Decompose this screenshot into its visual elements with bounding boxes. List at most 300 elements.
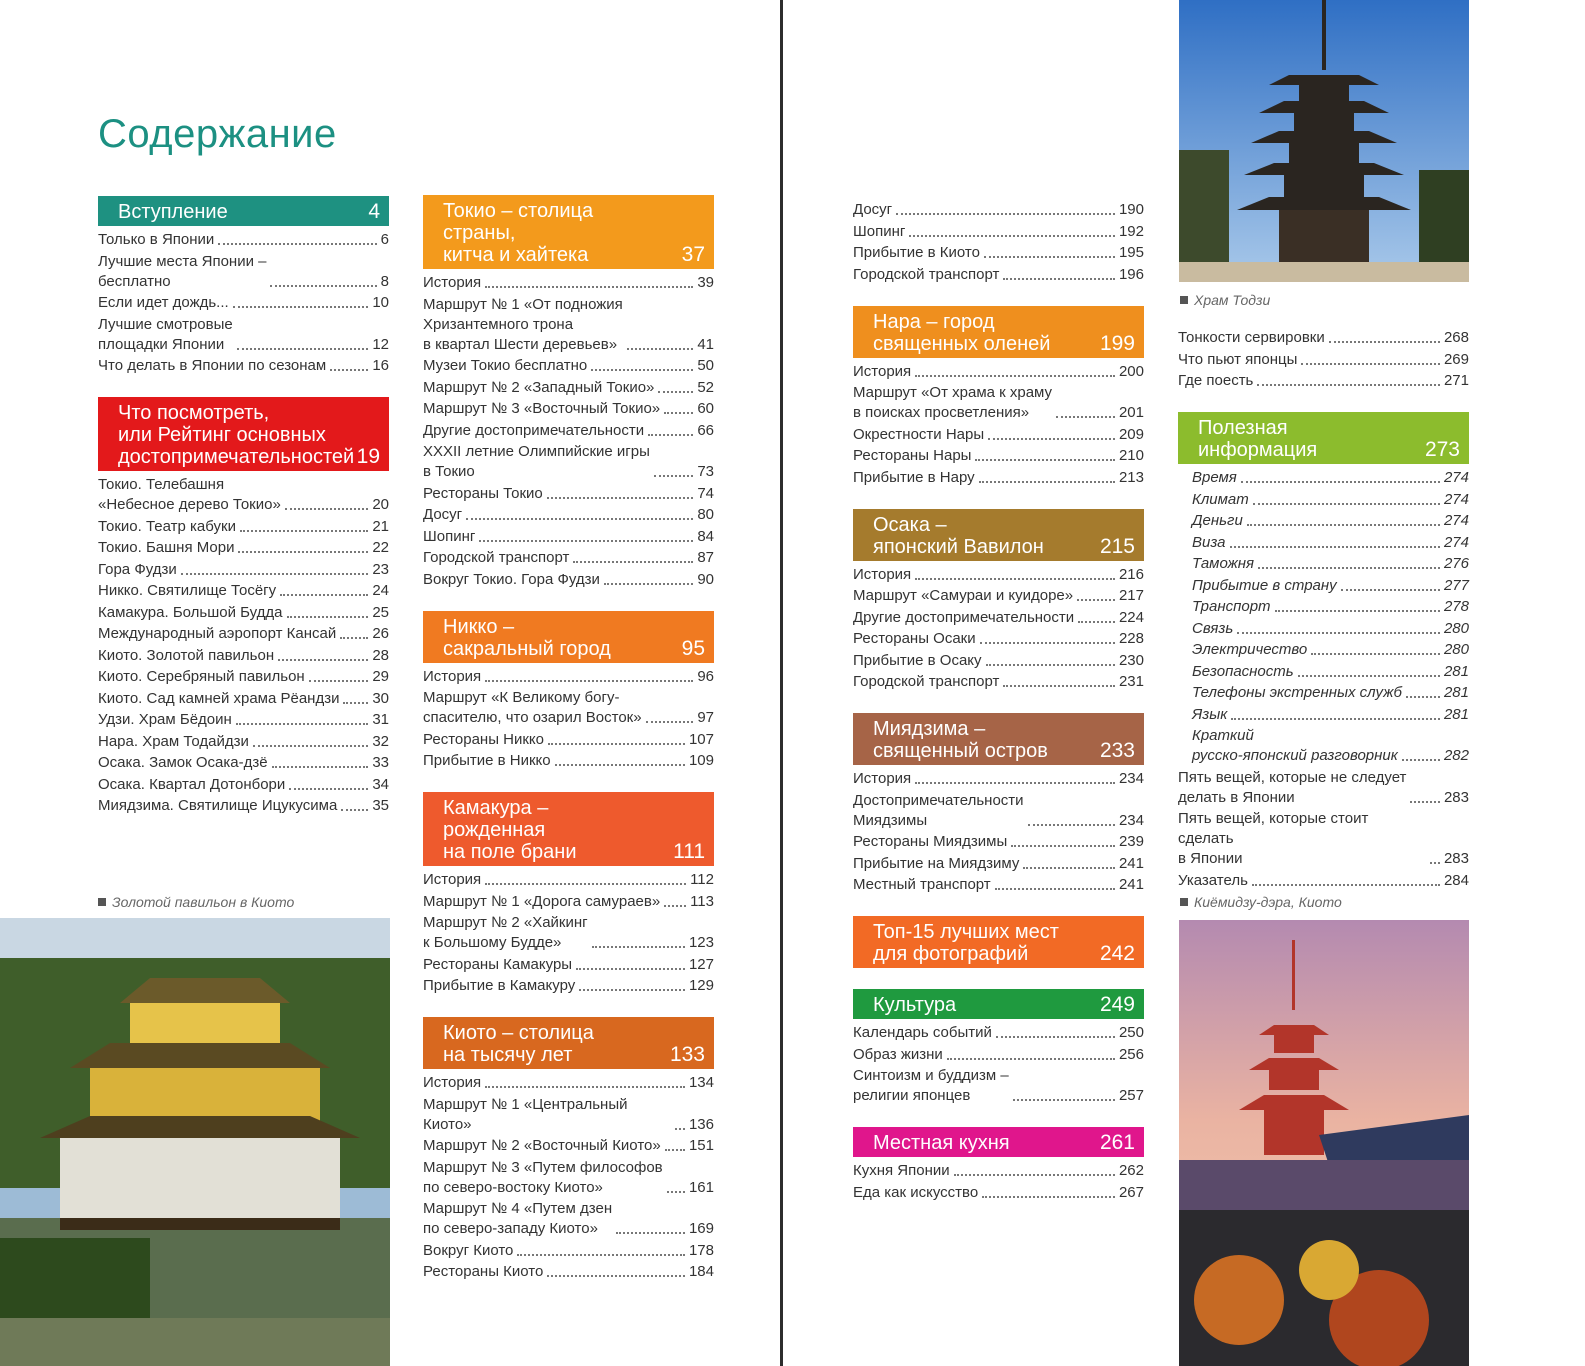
toc-entry[interactable] <box>1178 328 1469 348</box>
toc-entry-title: Рестораны Токио <box>423 484 543 502</box>
toc-entry-page: 73 <box>697 463 714 480</box>
toc-entry-page: 112 <box>690 871 714 888</box>
toc-entry-page: 34 <box>372 775 389 793</box>
toc-entry-title: Прибытие в Осаку <box>853 651 982 669</box>
dot-leader <box>975 459 1115 461</box>
toc-entry-title: Городской транспорт <box>423 549 570 566</box>
toc-section <box>853 306 1144 488</box>
toc-entry[interactable] <box>423 730 714 750</box>
toc-entry[interactable] <box>98 538 389 558</box>
dot-leader <box>343 702 368 704</box>
dot-leader <box>1252 884 1440 886</box>
toc-entry-page: 6 <box>380 231 389 248</box>
section-header[interactable] <box>853 509 1144 561</box>
toc-entry-title: Язык <box>1192 705 1228 723</box>
toc-entry[interactable] <box>98 315 389 355</box>
toc-entry-title: Образ жизни <box>853 1045 943 1063</box>
toc-entry-page: 29 <box>372 668 389 685</box>
toc-entry-page: 31 <box>372 711 389 728</box>
toc-entry-title: Камакура. Большой Будда <box>98 603 283 621</box>
toc-entry[interactable] <box>98 667 389 687</box>
toc-entry[interactable] <box>1178 683 1469 703</box>
section-title: Никко – сакральный город <box>443 615 611 660</box>
toc-entry[interactable] <box>423 295 714 355</box>
toc-entry-page: 25 <box>372 603 389 621</box>
dot-leader <box>591 369 693 371</box>
toc-entry[interactable] <box>1178 871 1469 891</box>
toc-entry[interactable] <box>1178 726 1469 766</box>
toc-entry-title: Климат <box>1192 490 1249 508</box>
toc-entry[interactable] <box>98 753 389 773</box>
toc-entry[interactable] <box>1178 640 1469 660</box>
dot-leader <box>909 235 1115 237</box>
toc-entry-page: 241 <box>1118 876 1144 893</box>
section-header[interactable] <box>853 306 1144 358</box>
toc-entry[interactable] <box>423 1241 714 1261</box>
toc-section <box>423 195 714 590</box>
section-title: Полезная информация <box>1198 417 1318 461</box>
section-header[interactable] <box>853 989 1144 1019</box>
toc-entry[interactable] <box>423 548 714 568</box>
toc-entry[interactable] <box>853 243 1144 263</box>
dot-leader <box>915 375 1115 377</box>
dot-leader <box>218 243 376 245</box>
toc-entry[interactable] <box>853 1045 1144 1065</box>
toc-entry[interactable] <box>853 222 1144 242</box>
toc-entry[interactable] <box>1178 490 1469 510</box>
toc-entry[interactable] <box>853 425 1144 445</box>
toc-entry[interactable] <box>853 565 1144 585</box>
dot-leader <box>547 497 694 499</box>
dot-leader <box>285 508 369 510</box>
toc-entry-page: 271 <box>1443 372 1469 389</box>
dot-leader <box>664 412 693 414</box>
dot-leader <box>627 348 694 350</box>
toc-entry[interactable] <box>98 624 389 644</box>
section-page-number: 199 <box>1099 331 1135 355</box>
toc-entry-page: 134 <box>688 1074 714 1091</box>
toc-entry-title: Если идет дождь... <box>98 294 229 311</box>
dot-leader <box>517 1254 685 1256</box>
toc-entry-page: 8 <box>380 272 389 290</box>
toc-entry-title: Маршрут № 2 «Западный Токио» <box>423 378 655 396</box>
dot-leader <box>555 764 685 766</box>
toc-entry-title: Осака. Замок Осака-дзё <box>98 754 268 771</box>
section-header[interactable] <box>98 397 389 471</box>
toc-entry-page: 274 <box>1443 469 1469 486</box>
toc-entry-page: 234 <box>1118 770 1144 787</box>
dot-leader <box>280 594 368 596</box>
dot-leader <box>238 551 368 553</box>
toc-entry[interactable] <box>423 667 714 687</box>
toc-entry[interactable] <box>853 1183 1144 1203</box>
toc-entry-title: Городской транспорт <box>853 673 1000 690</box>
toc-section <box>853 509 1144 693</box>
dot-leader <box>1275 610 1440 612</box>
toc-entry[interactable] <box>423 527 714 547</box>
toc-entry-title: Нара. Храм Тодайдзи <box>98 732 249 750</box>
dot-leader <box>664 905 686 907</box>
toc-entry[interactable] <box>98 230 389 250</box>
toc-entry[interactable] <box>853 672 1144 692</box>
toc-entry-title: Маршрут № 4 «Путем дзен по северо-западу Киото» <box>423 1200 613 1237</box>
toc-entry-page: 192 <box>1118 222 1144 240</box>
section-header[interactable] <box>853 1127 1144 1157</box>
toc-entry[interactable] <box>853 608 1144 628</box>
toc-entry-title: Тонкости сервировки <box>1178 329 1325 346</box>
section-header[interactable] <box>853 713 1144 765</box>
toc-entry[interactable] <box>98 293 389 313</box>
toc-entry[interactable] <box>423 913 714 953</box>
toc-entry-page: 281 <box>1443 684 1469 701</box>
toc-entry-title: Окрестности Нары <box>853 425 985 443</box>
toc-entry[interactable] <box>98 252 389 292</box>
toc-entry-page: 256 <box>1118 1045 1144 1063</box>
dot-leader <box>485 680 693 682</box>
section-title: Топ-15 лучших мест для фотографий <box>873 921 1059 965</box>
toc-entry-page: 228 <box>1118 630 1144 647</box>
section-page-number: 37 <box>681 243 705 266</box>
toc-entry-page: 184 <box>688 1263 714 1280</box>
toc-entry-page: 107 <box>688 730 714 748</box>
dot-leader <box>479 540 693 542</box>
toc-section <box>853 713 1144 895</box>
toc-entry[interactable] <box>1178 511 1469 531</box>
toc-entry[interactable] <box>423 870 714 890</box>
toc-entry[interactable] <box>98 603 389 623</box>
toc-entry[interactable] <box>423 399 714 419</box>
toc-entry-title: Городской транспорт <box>853 265 1000 283</box>
dot-leader <box>604 583 693 585</box>
toc-entry[interactable] <box>423 505 714 525</box>
section-page-number: 133 <box>669 1043 705 1066</box>
toc-entry[interactable] <box>1178 350 1469 370</box>
dot-leader <box>485 286 693 288</box>
toc-column-4 <box>1178 328 1469 912</box>
toc-entry[interactable] <box>98 689 389 709</box>
toc-entry-page: 257 <box>1118 1087 1144 1104</box>
toc-entry-page: 113 <box>690 892 714 910</box>
dot-leader <box>181 573 369 575</box>
toc-entry-title: История <box>423 274 482 291</box>
dot-leader <box>1341 589 1440 591</box>
toc-entry-page: 274 <box>1443 533 1469 551</box>
dot-leader <box>340 637 368 639</box>
dot-leader <box>915 782 1115 784</box>
toc-entry-title: Маршрут «От храма к храму в поисках просветления» <box>853 384 1053 421</box>
toc-entry[interactable] <box>98 710 389 730</box>
toc-entry-title: Деньги <box>1192 512 1243 529</box>
toc-entry-title: Маршрут № 1 «Центральный Киото» <box>423 1095 628 1133</box>
toc-entry-title: История <box>423 1074 482 1091</box>
dot-leader <box>982 1196 1115 1198</box>
toc-entry[interactable] <box>1178 554 1469 574</box>
toc-entry-title: Таможня <box>1192 555 1255 572</box>
toc-entry[interactable] <box>853 769 1144 789</box>
toc-entry-page: 60 <box>697 400 714 417</box>
toc-entry[interactable] <box>98 732 389 752</box>
toc-entry-page: 33 <box>372 754 389 771</box>
toc-entry-title: Прибытие в страну <box>1192 576 1337 594</box>
toc-entry[interactable] <box>423 1073 714 1093</box>
dot-leader <box>1257 384 1440 386</box>
toc-entry-page: 129 <box>688 977 714 994</box>
toc-entry-title: Время <box>1192 469 1237 486</box>
toc-entry-title: Токио. Башня Мори <box>98 539 235 556</box>
toc-entry-page: 217 <box>1118 587 1144 604</box>
toc-entry-page: 32 <box>372 732 389 750</box>
toc-entry-page: 123 <box>688 934 714 951</box>
toc-entry-title: Виза <box>1192 533 1226 551</box>
dot-leader <box>667 1191 685 1193</box>
toc-entry-title: Вокруг Киото <box>423 1241 514 1259</box>
toc-entry[interactable] <box>853 854 1144 874</box>
dot-leader <box>1406 696 1440 698</box>
toc-entry[interactable] <box>1178 768 1469 808</box>
toc-entry-page: 196 <box>1118 265 1144 283</box>
toc-entry-page: 201 <box>1118 404 1144 421</box>
toc-entry[interactable] <box>423 955 714 975</box>
section-page-number: 215 <box>1099 534 1135 558</box>
toc-entry-title: Телефоны экстренных служб <box>1192 684 1402 701</box>
toc-entry[interactable] <box>98 517 389 537</box>
dot-leader <box>240 530 368 532</box>
toc-entry-title: Прибытие в Киото <box>853 244 980 261</box>
dot-leader <box>675 1128 685 1130</box>
toc-entry[interactable] <box>423 273 714 293</box>
dot-leader <box>272 766 369 768</box>
toc-entry-page: 23 <box>372 560 389 578</box>
section-title: Токио – столица страны, китча и хайтека <box>443 200 594 266</box>
toc-entry-title: Пять вещей, которые стоит сделать в Японии <box>1178 810 1369 867</box>
toc-entry-title: История <box>853 565 912 583</box>
toc-entry[interactable] <box>423 484 714 504</box>
section-title: Вступление <box>118 201 228 223</box>
toc-entry-page: 80 <box>697 506 714 523</box>
section-header[interactable] <box>1178 412 1469 464</box>
toc-entry[interactable] <box>98 581 389 601</box>
toc-entry[interactable] <box>423 1199 714 1239</box>
toc-entry-page: 74 <box>697 484 714 502</box>
toc-entry-title: Синтоизм и буддизм – религии японцев <box>853 1067 1009 1104</box>
dot-leader <box>237 348 369 350</box>
dot-leader <box>592 946 685 948</box>
toc-entry[interactable] <box>853 1066 1144 1106</box>
toc-entry[interactable] <box>98 646 389 666</box>
toc-entry[interactable] <box>1178 705 1469 725</box>
toc-entry-page: 210 <box>1118 447 1144 464</box>
toc-entry-page: 26 <box>372 625 389 642</box>
toc-entry-page: 200 <box>1118 362 1144 380</box>
toc-entry[interactable] <box>853 1023 1144 1043</box>
toc-entry[interactable] <box>1178 576 1469 596</box>
toc-entry-title: Удзи. Храм Бёдоин <box>98 711 232 728</box>
toc-entry[interactable] <box>423 688 714 728</box>
section-title: Культура <box>873 994 957 1016</box>
toc-entry[interactable] <box>98 560 389 580</box>
toc-entry[interactable] <box>1178 371 1469 391</box>
toc-entry-page: 90 <box>697 570 714 588</box>
toc-entry[interactable] <box>98 796 389 816</box>
toc-entry-title: Маршрут № 2 «Восточный Киото» <box>423 1137 661 1154</box>
toc-entry-page: 213 <box>1118 468 1144 486</box>
toc-entry[interactable] <box>853 651 1144 671</box>
toc-entry[interactable] <box>423 421 714 441</box>
toc-entry-page: 161 <box>688 1178 714 1196</box>
toji-pagoda-photo <box>1179 0 1469 282</box>
toc-entry[interactable] <box>98 475 389 515</box>
toc-entry-title: Киото. Золотой павильон <box>98 646 275 664</box>
toc-entry[interactable] <box>423 1095 714 1135</box>
toc-entry-page: 35 <box>372 797 389 814</box>
section-header[interactable] <box>423 195 714 269</box>
toc-entry[interactable] <box>853 265 1144 285</box>
toc-entry-title: Связь <box>1192 619 1234 637</box>
toc-entry-title: Лучшие места Японии – бесплатно <box>98 252 267 290</box>
toc-entry-title: Транспорт <box>1192 598 1271 615</box>
section-header[interactable] <box>423 611 714 663</box>
toc-section <box>853 1127 1144 1203</box>
dot-leader <box>548 743 685 745</box>
section-header[interactable] <box>423 792 714 866</box>
toc-entry-page: 267 <box>1118 1183 1144 1201</box>
toc-entry-page: 209 <box>1118 425 1144 443</box>
toc-entry-page: 283 <box>1443 850 1469 867</box>
toc-entry-page: 231 <box>1118 673 1144 690</box>
toc-entry-page: 151 <box>688 1137 714 1154</box>
toc-entry[interactable] <box>423 751 714 771</box>
toc-entry-title: Токио. Телебашня «Небесное дерево Токио» <box>98 476 281 513</box>
toc-entry[interactable] <box>423 976 714 996</box>
toc-entry-page: 190 <box>1118 201 1144 218</box>
toc-entry[interactable] <box>423 1158 714 1198</box>
toc-entry[interactable] <box>853 362 1144 382</box>
toc-entry[interactable] <box>853 629 1144 649</box>
toc-entry[interactable] <box>423 1262 714 1282</box>
toc-entry-page: 234 <box>1118 811 1144 829</box>
toc-entry-page: 84 <box>697 527 714 545</box>
toc-entry-page: 280 <box>1443 619 1469 637</box>
toc-entry-title: Миядзима. Святилище Ицукусима <box>98 797 338 814</box>
toc-entry-title: Киото. Серебряный павильон <box>98 668 305 685</box>
section-header[interactable] <box>853 916 1144 968</box>
toc-entry-page: 281 <box>1443 662 1469 680</box>
dot-leader <box>915 578 1115 580</box>
toc-entry-title: Только в Японии <box>98 231 215 248</box>
toc-entry-page: 109 <box>688 752 714 769</box>
dot-leader <box>576 968 685 970</box>
toc-entry[interactable] <box>1178 597 1469 617</box>
section-header[interactable] <box>423 1017 714 1069</box>
toc-entry-title: История <box>423 871 482 888</box>
dot-leader <box>988 438 1115 440</box>
toc-entry-title: Музеи Токио бесплатно <box>423 357 588 374</box>
section-page-number: 233 <box>1099 739 1135 762</box>
toc-entry-title: Международный аэропорт Кансай <box>98 625 337 642</box>
dot-leader <box>579 989 685 991</box>
toc-entry-title: Маршрут «Самураи и куидоре» <box>853 587 1074 604</box>
toc-entry-title: Рестораны Осаки <box>853 630 976 647</box>
toc-entry-page: 169 <box>688 1220 714 1237</box>
section-page-number: 19 <box>356 445 380 468</box>
toc-entry-page: 280 <box>1443 641 1469 658</box>
toc-entry[interactable] <box>423 1136 714 1156</box>
toc-entry[interactable] <box>423 570 714 590</box>
toc-entry-title: XXXII летние Олимпийские игры в Токио <box>423 443 650 480</box>
toc-entry-title: Рестораны Никко <box>423 730 544 748</box>
toc-section <box>853 989 1144 1106</box>
dot-leader <box>995 888 1115 890</box>
toc-entry-title: Прибытие в Никко <box>423 752 551 769</box>
toc-entry[interactable] <box>1178 662 1469 682</box>
section-title: Нара – город священных оленей <box>873 310 1051 355</box>
toc-entry[interactable] <box>1178 468 1469 488</box>
toc-entry[interactable] <box>853 832 1144 852</box>
dot-leader <box>654 475 693 477</box>
toc-entry[interactable] <box>423 356 714 376</box>
toc-entry-page: 239 <box>1118 833 1144 850</box>
dot-leader <box>1230 546 1440 548</box>
toc-entry[interactable] <box>853 468 1144 488</box>
toc-entry-title: История <box>423 667 482 685</box>
toc-entry[interactable] <box>1178 533 1469 553</box>
dot-leader <box>233 306 369 308</box>
section-title: Камакура – рожденная на поле брани <box>443 797 577 863</box>
toc-entry[interactable] <box>423 442 714 482</box>
toc-entry[interactable] <box>853 1161 1144 1181</box>
dot-leader <box>665 1149 685 1151</box>
dot-leader <box>1253 503 1440 505</box>
section-header[interactable] <box>98 196 389 226</box>
toc-entry-title: Местный транспорт <box>853 876 991 893</box>
toc-entry[interactable] <box>853 200 1144 220</box>
dot-leader <box>1247 524 1440 526</box>
golden-pavilion-photo <box>0 918 390 1366</box>
toc-entry-title: Маршрут № 2 «Хайкинг к Большому Будде» <box>423 914 588 951</box>
toc-entry[interactable] <box>98 775 389 795</box>
dot-leader <box>648 434 693 436</box>
dot-leader <box>485 883 686 885</box>
dot-leader <box>1301 363 1440 365</box>
toc-entry[interactable] <box>1178 809 1469 869</box>
toc-entry-page: 278 <box>1443 598 1469 615</box>
dot-leader <box>896 213 1115 215</box>
toc-entry[interactable] <box>853 446 1144 466</box>
toc-entry[interactable] <box>1178 619 1469 639</box>
toc-entry-title: Рестораны Миядзимы <box>853 833 1008 850</box>
toc-section <box>423 792 714 996</box>
section-page-number: 249 <box>1099 993 1135 1016</box>
toc-entry[interactable] <box>853 383 1144 423</box>
toc-entry[interactable] <box>423 892 714 912</box>
toc-column-2 <box>423 195 714 1303</box>
toc-entry-page: 96 <box>697 667 714 685</box>
caption-text: Золотой павильон в Киото <box>112 894 295 910</box>
toc-entry[interactable] <box>423 378 714 398</box>
toc-section <box>1178 328 1469 391</box>
toc-entry-title: Кухня Японии <box>853 1162 950 1179</box>
toc-entry[interactable] <box>853 875 1144 895</box>
section-page-number: 242 <box>1099 942 1135 965</box>
caption-text: Киёмидзу-дэра, Киото <box>1194 894 1342 910</box>
toc-entry-title: Досуг <box>853 201 893 218</box>
dot-leader <box>984 256 1115 258</box>
toc-entry[interactable] <box>853 586 1144 606</box>
toc-entry-title: История <box>853 362 912 380</box>
toc-entry[interactable] <box>98 356 389 376</box>
toc-entry[interactable] <box>853 791 1144 831</box>
dot-leader <box>1011 845 1115 847</box>
